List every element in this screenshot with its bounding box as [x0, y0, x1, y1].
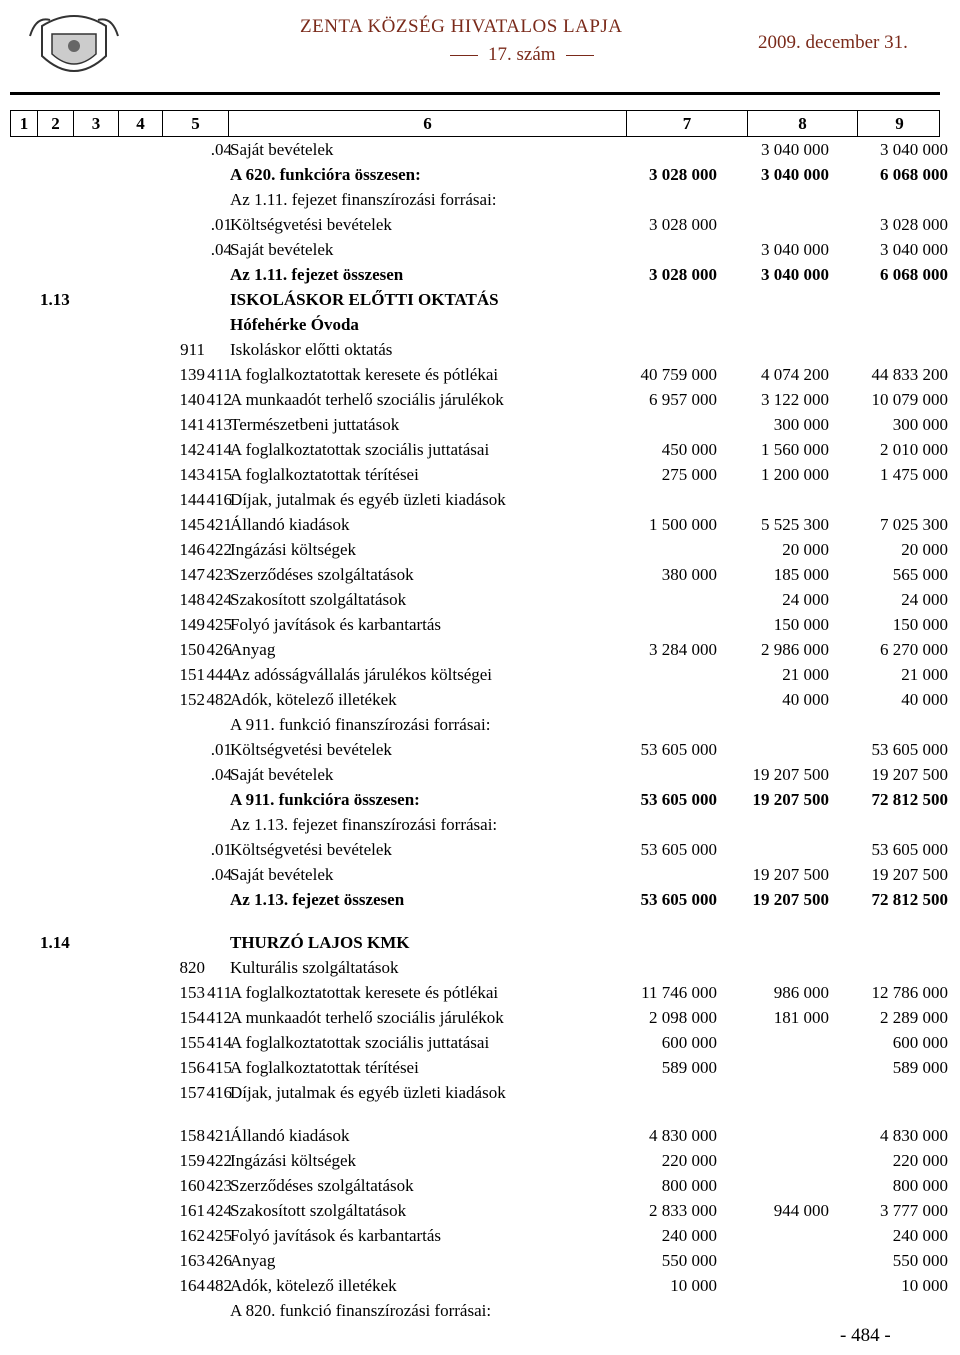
row-value-7: 3 028 000 — [649, 265, 717, 284]
table-row — [10, 162, 948, 187]
row-value-9: 72 812 500 — [871, 890, 948, 909]
row-value-8: 5 525 300 — [761, 515, 829, 534]
row-value-9: 2 289 000 — [880, 1008, 948, 1027]
row-value-8: 986 000 — [773, 983, 829, 1002]
row-description: Díjak, jutalmak és egyéb üzleti kiadások — [230, 1083, 506, 1102]
row-value-9: 21 000 — [901, 665, 948, 684]
table-row — [10, 980, 948, 1005]
row-code: 160 — [179, 1176, 205, 1195]
table-row — [10, 512, 948, 537]
row-value-9: 12 786 000 — [871, 983, 948, 1002]
table-row — [10, 1248, 948, 1273]
row-value-9: 6 270 000 — [880, 640, 948, 659]
table-row — [10, 1223, 948, 1248]
row-description: Folyó javítások és karbantartás — [230, 1226, 442, 1245]
row-value-9: 3 040 000 — [880, 240, 948, 259]
column-header: 6 — [229, 111, 627, 136]
row-value-8: 300 000 — [773, 415, 829, 434]
row-value-9: 220 000 — [892, 1151, 948, 1170]
row-subcode: 424 — [206, 1201, 232, 1220]
row-code: 145 — [179, 515, 205, 534]
table-row — [10, 137, 948, 162]
row-value-7: 11 746 000 — [641, 983, 717, 1002]
row-value-8: 20 000 — [782, 540, 829, 559]
row-value-9: 150 000 — [892, 615, 948, 634]
row-value-9: 6 068 000 — [880, 165, 948, 184]
row-subcode: 412 — [206, 1008, 232, 1027]
row-value-9: 19 207 500 — [871, 865, 948, 884]
row-subcode: 425 — [206, 615, 232, 634]
row-code: 911 — [180, 340, 205, 359]
row-description: Saját bevételek — [230, 865, 334, 884]
row-value-9: 240 000 — [892, 1226, 948, 1245]
row-description: Állandó kiadások — [230, 515, 350, 534]
row-subcode: 422 — [206, 540, 232, 559]
row-subcode: .04 — [210, 865, 232, 884]
row-subcode: 412 — [206, 390, 232, 409]
row-value-8: 3 040 000 — [761, 165, 829, 184]
row-value-9: 20 000 — [901, 540, 948, 559]
row-description: A foglalkoztatottak szociális juttatásai — [230, 440, 490, 459]
row-subcode: 414 — [206, 1033, 232, 1052]
row-description: Az 1.13. fejezet összesen — [230, 890, 405, 909]
row-description: Ingázási költségek — [230, 1151, 357, 1170]
row-value-7: 220 000 — [661, 1151, 717, 1170]
row-value-9: 40 000 — [901, 690, 948, 709]
table-row — [10, 1173, 948, 1198]
row-subcode: 421 — [206, 1126, 232, 1145]
table-row — [10, 712, 940, 737]
row-value-8: 19 207 500 — [752, 790, 829, 809]
row-description: A munkaadót terhelő szociális járulékok — [230, 1008, 504, 1027]
row-value-9: 3 028 000 — [880, 215, 948, 234]
row-description: Saját bevételek — [230, 140, 334, 159]
row-subcode: 423 — [206, 1176, 232, 1195]
row-description: Ingázási költségek — [230, 540, 357, 559]
table-body — [10, 137, 948, 1323]
table-row — [10, 1080, 940, 1105]
row-value-8: 40 000 — [782, 690, 829, 709]
column-header: 2 — [38, 111, 74, 136]
row-value-9: 800 000 — [892, 1176, 948, 1195]
table-row — [10, 312, 940, 337]
table-row — [10, 1030, 948, 1055]
row-description: A foglalkoztatottak térítései — [230, 1058, 419, 1077]
row-description: Szakosított szolgáltatások — [230, 1201, 407, 1220]
table-row — [10, 612, 948, 637]
row-description: A foglalkoztatottak térítései — [230, 465, 419, 484]
row-subcode: .01 — [210, 215, 232, 234]
row-subcode: 426 — [206, 1251, 232, 1270]
table-row — [10, 237, 948, 262]
row-description: Költségvetési bevételek — [230, 740, 392, 759]
row-code: 164 — [179, 1276, 205, 1295]
row-value-9: 72 812 500 — [871, 790, 948, 809]
row-code: 146 — [179, 540, 205, 559]
row-subcode: 411 — [207, 365, 232, 384]
row-value-7: 53 605 000 — [640, 790, 717, 809]
row-subcode: 421 — [206, 515, 232, 534]
issue-date: 2009. december 31. — [758, 32, 908, 53]
row-description: A foglalkoztatottak szociális juttatásai — [230, 1033, 490, 1052]
table-row — [10, 437, 948, 462]
row-code: 151 — [179, 665, 205, 684]
column-header: 8 — [748, 111, 858, 136]
row-code: 148 — [179, 590, 205, 609]
row-subcode: 425 — [206, 1226, 232, 1245]
table-row — [10, 787, 948, 812]
row-value-9: 10 079 000 — [871, 390, 948, 409]
row-description: Állandó kiadások — [230, 1126, 350, 1145]
row-value-9: 300 000 — [892, 415, 948, 434]
row-code: 143 — [179, 465, 205, 484]
row-description: Díjak, jutalmak és egyéb üzleti kiadások — [230, 490, 506, 509]
row-code: 147 — [179, 565, 205, 584]
row-subcode: 411 — [207, 983, 232, 1002]
row-value-9: 3 040 000 — [880, 140, 948, 159]
row-value-9: 1 475 000 — [880, 465, 948, 484]
row-subcode: .04 — [210, 765, 232, 784]
table-row — [10, 587, 948, 612]
row-value-8: 185 000 — [773, 565, 829, 584]
row-value-7: 53 605 000 — [640, 840, 717, 859]
row-value-7: 53 605 000 — [640, 890, 717, 909]
row-value-8: 1 560 000 — [761, 440, 829, 459]
row-subcode: 426 — [206, 640, 232, 659]
table-row — [10, 337, 940, 362]
row-code: 139 — [179, 365, 205, 384]
row-subcode: 423 — [206, 565, 232, 584]
row-value-7: 3 028 000 — [649, 215, 717, 234]
row-value-9: 53 605 000 — [871, 740, 948, 759]
row-value-7: 800 000 — [661, 1176, 717, 1195]
row-description: Hófehérke Óvoda — [230, 315, 359, 334]
table-row — [10, 1055, 948, 1080]
row-value-9: 44 833 200 — [871, 365, 948, 384]
row-code: 155 — [179, 1033, 205, 1052]
section-title: THURZÓ LAJOS KMK — [230, 933, 410, 952]
row-value-8: 181 000 — [773, 1008, 829, 1027]
row-description: Iskoláskor előtti oktatás — [230, 340, 393, 359]
table-row — [10, 562, 948, 587]
row-description: Anyag — [230, 640, 276, 659]
table-row — [10, 212, 948, 237]
row-description: A 911. funkció finanszírozási forrásai: — [230, 715, 491, 734]
row-value-8: 19 207 500 — [752, 865, 829, 884]
table-row — [10, 737, 948, 762]
row-description: Szerződéses szolgáltatások — [230, 565, 414, 584]
row-value-9: 10 000 — [901, 1276, 948, 1295]
row-value-8: 3 040 000 — [761, 140, 829, 159]
row-description: Az 1.13. fejezet finanszírozási forrásai: — [230, 815, 498, 834]
table-header-row — [10, 110, 940, 137]
row-code: 154 — [179, 1008, 205, 1027]
row-value-9: 24 000 — [901, 590, 948, 609]
row-value-9: 7 025 300 — [880, 515, 948, 534]
row-code: 158 — [179, 1126, 205, 1145]
row-subcode: 482 — [206, 1276, 232, 1295]
table-row — [10, 1298, 940, 1323]
row-code: 142 — [179, 440, 205, 459]
row-value-9: 589 000 — [892, 1058, 948, 1077]
row-code: 149 — [179, 615, 205, 634]
section-heading-row — [10, 287, 940, 312]
table-row — [10, 487, 940, 512]
table-row — [10, 662, 948, 687]
row-value-8: 3 040 000 — [761, 265, 829, 284]
row-code: 161 — [179, 1201, 205, 1220]
table-row — [10, 412, 948, 437]
row-value-8: 944 000 — [773, 1201, 829, 1220]
row-value-8: 1 200 000 — [761, 465, 829, 484]
row-value-7: 53 605 000 — [640, 740, 717, 759]
row-value-7: 275 000 — [661, 465, 717, 484]
row-description: Az adósságvállalás járulékos költségei — [230, 665, 493, 684]
row-description: Kulturális szolgáltatások — [230, 958, 399, 977]
row-value-8: 19 207 500 — [752, 765, 829, 784]
row-code: 159 — [179, 1151, 205, 1170]
row-subcode: 415 — [206, 1058, 232, 1077]
table-row — [10, 812, 940, 837]
row-value-7: 3 284 000 — [649, 640, 717, 659]
row-value-7: 3 028 000 — [649, 165, 717, 184]
row-code: 141 — [179, 415, 205, 434]
table-row — [10, 837, 948, 862]
row-value-8: 2 986 000 — [761, 640, 829, 659]
row-value-9: 19 207 500 — [871, 765, 948, 784]
header-divider — [10, 92, 940, 95]
table-row — [10, 887, 948, 912]
row-description: A 620. funkcióra összesen: — [230, 165, 421, 184]
row-value-9: 550 000 — [892, 1251, 948, 1270]
row-description: Saját bevételek — [230, 240, 334, 259]
column-header: 1 — [11, 111, 38, 136]
row-value-7: 6 957 000 — [649, 390, 717, 409]
spacer — [10, 912, 940, 930]
row-code: 140 — [179, 390, 205, 409]
row-value-9: 6 068 000 — [880, 265, 948, 284]
row-value-7: 10 000 — [670, 1276, 717, 1295]
row-value-8: 3 040 000 — [761, 240, 829, 259]
row-value-7: 550 000 — [661, 1251, 717, 1270]
page-number: - 484 - — [840, 1325, 891, 1346]
row-value-8: 4 074 200 — [761, 365, 829, 384]
row-code: 157 — [179, 1083, 205, 1102]
table-row — [10, 1198, 948, 1223]
table-row — [10, 955, 940, 980]
row-subcode: 416 — [206, 1083, 232, 1102]
row-value-7: 240 000 — [661, 1226, 717, 1245]
row-description: A 820. funkció finanszírozási forrásai: — [230, 1301, 492, 1320]
row-value-7: 600 000 — [661, 1033, 717, 1052]
row-code: 153 — [179, 983, 205, 1002]
section-heading-row — [10, 930, 940, 955]
row-value-8: 150 000 — [773, 615, 829, 634]
row-value-9: 565 000 — [892, 565, 948, 584]
row-code: 150 — [179, 640, 205, 659]
row-description: Költségvetési bevételek — [230, 840, 392, 859]
table-row — [10, 362, 948, 387]
row-subcode: 444 — [206, 665, 232, 684]
row-description: Az 1.11. fejezet finanszírozási forrásai: — [230, 190, 497, 209]
row-description: Szerződéses szolgáltatások — [230, 1176, 414, 1195]
row-value-7: 380 000 — [661, 565, 717, 584]
row-value-7: 589 000 — [661, 1058, 717, 1077]
section-title: ISKOLÁSKOR ELŐTTI OKTATÁS — [230, 290, 499, 309]
row-subcode: 414 — [206, 440, 232, 459]
row-value-9: 2 010 000 — [880, 440, 948, 459]
row-description: Adók, kötelező illetékek — [230, 1276, 397, 1295]
table-row — [10, 462, 948, 487]
row-code: 152 — [179, 690, 205, 709]
table-row — [10, 762, 948, 787]
row-code: 156 — [179, 1058, 205, 1077]
row-subcode: .01 — [210, 740, 232, 759]
row-description: Szakosított szolgáltatások — [230, 590, 407, 609]
table-row — [10, 537, 948, 562]
table-row — [10, 1148, 948, 1173]
row-value-7: 40 759 000 — [640, 365, 717, 384]
row-description: Költségvetési bevételek — [230, 215, 392, 234]
row-code: 162 — [179, 1226, 205, 1245]
row-value-7: 2 833 000 — [649, 1201, 717, 1220]
row-description: Anyag — [230, 1251, 276, 1270]
row-description: Természetbeni juttatások — [230, 415, 400, 434]
column-header: 9 — [895, 114, 904, 133]
row-subcode: .04 — [210, 140, 232, 159]
row-subcode: .01 — [210, 840, 232, 859]
row-subcode: 482 — [206, 690, 232, 709]
table-row — [10, 1123, 948, 1148]
row-code: 820 — [179, 958, 205, 977]
row-subcode: 416 — [206, 490, 232, 509]
table-row — [10, 262, 948, 287]
row-subcode: 424 — [206, 590, 232, 609]
row-code: 163 — [179, 1251, 205, 1270]
row-value-9: 53 605 000 — [871, 840, 948, 859]
row-description: A foglalkoztatottak keresete és pótlékai — [230, 983, 499, 1002]
column-header: 3 — [74, 111, 119, 136]
column-header: 7 — [627, 111, 748, 136]
section-code: 1.14 — [40, 933, 70, 952]
row-value-7: 450 000 — [661, 440, 717, 459]
row-subcode: .04 — [210, 240, 232, 259]
column-header: 4 — [119, 111, 163, 136]
section-code: 1.13 — [40, 290, 70, 309]
row-subcode: 415 — [206, 465, 232, 484]
row-value-9: 4 830 000 — [880, 1126, 948, 1145]
budget-table — [10, 110, 948, 1323]
row-description: A foglalkoztatottak keresete és pótlékai — [230, 365, 499, 384]
table-row — [10, 637, 948, 662]
row-description: Adók, kötelező illetékek — [230, 690, 397, 709]
row-value-9: 600 000 — [892, 1033, 948, 1052]
row-description: Folyó javítások és karbantartás — [230, 615, 442, 634]
row-description: A munkaadót terhelő szociális járulékok — [230, 390, 504, 409]
row-value-8: 24 000 — [782, 590, 829, 609]
spacer — [10, 1105, 940, 1123]
row-subcode: 413 — [206, 415, 232, 434]
table-row — [10, 862, 948, 887]
row-value-8: 3 122 000 — [761, 390, 829, 409]
column-header: 5 — [163, 111, 229, 136]
coat-of-arms-icon — [22, 6, 126, 88]
issue-number: 17. szám — [440, 44, 604, 66]
table-row — [10, 387, 948, 412]
row-value-9: 3 777 000 — [880, 1201, 948, 1220]
table-row — [10, 1005, 948, 1030]
row-description: Az 1.11. fejezet összesen — [230, 265, 404, 284]
row-value-7: 1 500 000 — [649, 515, 717, 534]
journal-title: ZENTA KÖZSÉG HIVATALOS LAPJA — [300, 16, 623, 37]
row-description: A 911. funkcióra összesen: — [230, 790, 420, 809]
row-value-7: 4 830 000 — [649, 1126, 717, 1145]
row-value-8: 21 000 — [782, 665, 829, 684]
table-row — [10, 187, 940, 212]
table-row — [10, 687, 948, 712]
row-value-7: 2 098 000 — [649, 1008, 717, 1027]
row-code: 144 — [179, 490, 205, 509]
row-subcode: 422 — [206, 1151, 232, 1170]
row-description: Saját bevételek — [230, 765, 334, 784]
table-row — [10, 1273, 948, 1298]
row-value-8: 19 207 500 — [752, 890, 829, 909]
